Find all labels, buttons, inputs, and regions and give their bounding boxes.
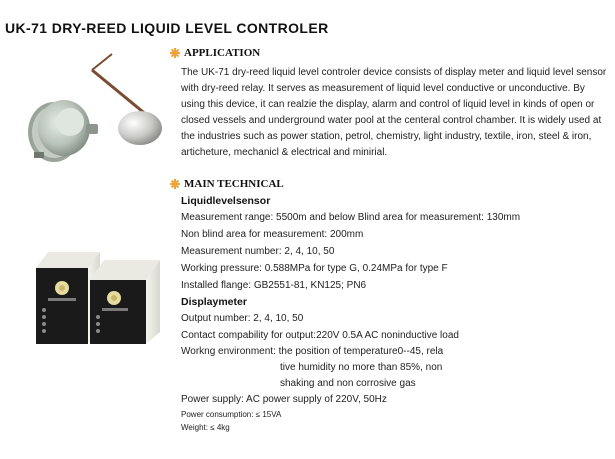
meter-subheading: Displaymeter bbox=[181, 296, 247, 308]
sensor-subheading: Liquidlevelsensor bbox=[181, 195, 271, 207]
spec-environment-3: shaking and non corrosive gas bbox=[280, 378, 416, 389]
spec-weight: Weight: ≤ 4kg bbox=[181, 423, 230, 432]
application-text: The UK-71 dry-reed liquid level controler device consists of display meter and liquid level sensor with dry-reed relay. It serves as measurement of liquid level conductive or unconductive. By using this device, it can realzie the display, alarm and control of liquid level in kinds of open or closed vessels and underground water pool at the centeral control chamber. It is widely used at the industries such as power station, petrol, chemistry, light industry, textile, iron, steel & iron, articheture, mechanicl & electrical and minirial. bbox=[181, 67, 607, 158]
bullet-star-icon bbox=[170, 48, 180, 58]
spec-installed-flange: Installed flange: GB2551-81, KN125; PN6 bbox=[181, 280, 367, 291]
spec-non-blind-area: Non blind area for measurement: 200mm bbox=[181, 229, 364, 240]
spec-measurement-number: Measurement number: 2, 4, 10, 50 bbox=[181, 246, 335, 257]
spec-environment-2: tive humidity no more than 85%, non bbox=[280, 362, 443, 373]
spec-measurement-range: Measurement range: 5500m and below Blind area for measurement: 130mm bbox=[181, 212, 521, 223]
spec-output-number: Output number: 2, 4, 10, 50 bbox=[181, 313, 304, 324]
spec-power-consumption: Power consumption: ≤ 15VA bbox=[181, 410, 282, 419]
sensor-image bbox=[20, 48, 165, 178]
spec-working-pressure: Working pressure: 0.588MPa for type G, 0.24MPa for type F bbox=[181, 263, 448, 274]
bullet-star-icon bbox=[170, 179, 180, 189]
application-heading: APPLICATION bbox=[170, 47, 260, 59]
technical-heading: MAIN TECHNICAL bbox=[170, 178, 284, 190]
display-meter-image bbox=[8, 246, 163, 346]
spec-contact-capability: Contact compability for output:220V 0.5A AC noninductive load bbox=[181, 330, 459, 341]
spec-environment-1: Workng environment: the position of temperature0--45, rela bbox=[181, 346, 444, 357]
spec-power-supply: Power supply: AC power supply of 220V, 50Hz bbox=[181, 394, 387, 405]
page-title: UK-71 DRY-REED LIQUID LEVEL CONTROLER bbox=[5, 20, 329, 36]
